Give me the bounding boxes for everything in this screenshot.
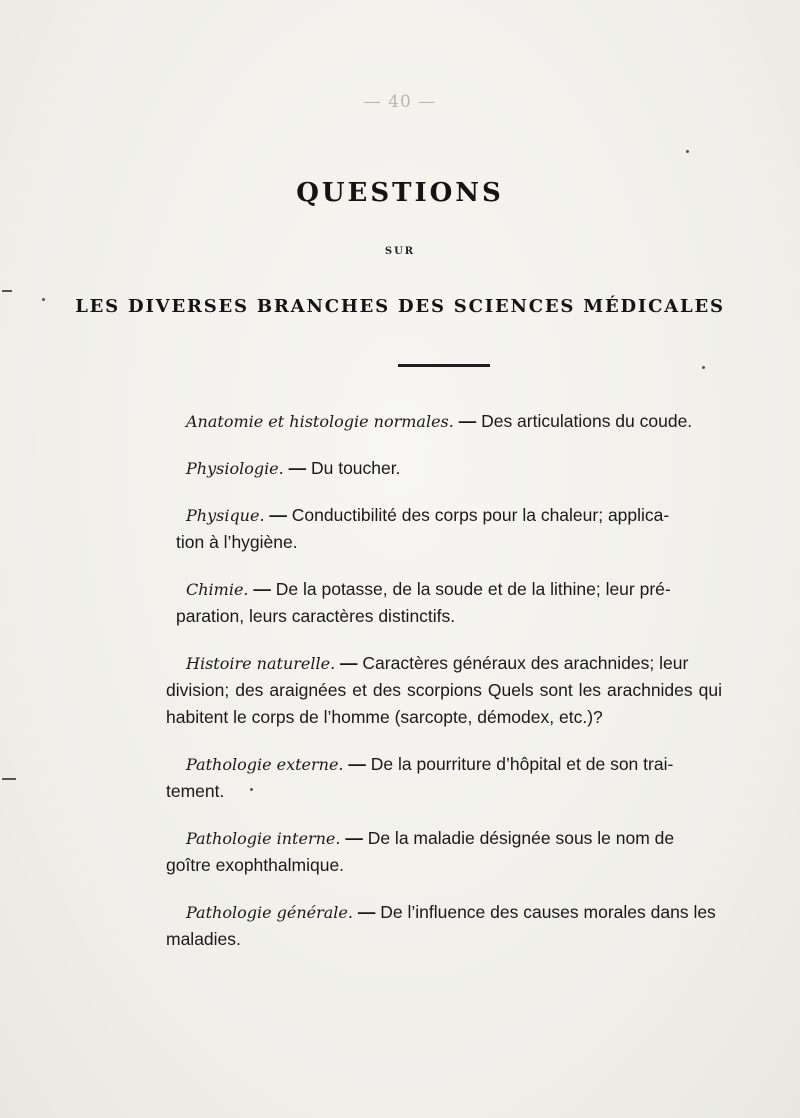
entry-text: Des articulations du coude. <box>481 411 693 431</box>
question-entry <box>186 408 722 435</box>
entry-subject: Anatomie et histologie normales. <box>186 412 454 431</box>
question-entry <box>166 751 722 805</box>
entry-text: Conductibilité des corps pour la chaleur; applica- <box>291 505 670 525</box>
entry-subject: Pathologie générale. <box>186 903 353 922</box>
entry-subject: Chimie. <box>186 580 249 599</box>
scan-speck <box>702 366 705 369</box>
question-entry <box>186 455 722 482</box>
entry-text: De la maladie désignée sous le nom de <box>367 828 675 848</box>
entry-dash: — <box>458 411 477 431</box>
title-connector: SUR <box>384 246 416 257</box>
entry-subject: Physique. <box>186 506 265 525</box>
question-entry <box>176 576 722 630</box>
entry-dash: — <box>357 902 376 922</box>
page-title: QUESTIONS <box>296 178 504 208</box>
entry-subject: Histoire naturelle. <box>186 654 336 673</box>
entry-continuation: tion à l’hygiène. <box>176 532 298 552</box>
question-entry <box>176 502 722 556</box>
entry-dash: — <box>348 754 366 774</box>
question-entry <box>166 650 722 731</box>
entry-dash: — <box>345 828 363 848</box>
entry-continuation: tement. <box>166 781 225 801</box>
entry-subject: Pathologie externe. <box>186 755 344 774</box>
questions-list <box>166 408 722 973</box>
question-entry <box>166 825 722 879</box>
entry-continuation: division; des araignées et des scorpions Quels sont les arachnides qui habitent le corps de l’homme (sarcopte, démodex, etc.)? <box>166 680 722 727</box>
entry-dash: — <box>269 505 287 525</box>
question-entry <box>166 899 722 953</box>
scan-speck <box>250 788 253 791</box>
entry-text: Caractères généraux des arachnides; leur <box>362 653 689 673</box>
entry-text: De l’influence des causes morales dans les <box>380 902 716 922</box>
entry-text: De la potasse, de la soude et de la lithine; leur pré- <box>275 579 671 599</box>
entry-continuation: goître exophthalmique. <box>166 855 345 875</box>
page-subtitle: LES DIVERSES BRANCHES DES SCIENCES MÉDICALES <box>75 296 725 317</box>
scan-speck <box>42 298 45 301</box>
entry-subject: Pathologie interne. <box>186 829 341 848</box>
entry-dash: — <box>253 579 271 599</box>
entry-text: Du toucher. <box>310 458 401 478</box>
title-rule <box>398 364 490 367</box>
scan-speck <box>686 150 689 153</box>
page-number: — 40 — <box>363 92 437 112</box>
entry-dash: — <box>288 458 307 478</box>
entry-dash: — <box>340 653 358 673</box>
entry-text: De la pourriture d’hôpital et de son trai- <box>370 754 674 774</box>
scan-edge-mark <box>2 778 16 780</box>
entry-continuation: paration, leurs caractères distinctifs. <box>176 606 456 626</box>
entry-subject: Physiologie. <box>186 459 284 478</box>
entry-continuation: maladies. <box>166 929 241 949</box>
scan-edge-mark <box>2 290 12 292</box>
